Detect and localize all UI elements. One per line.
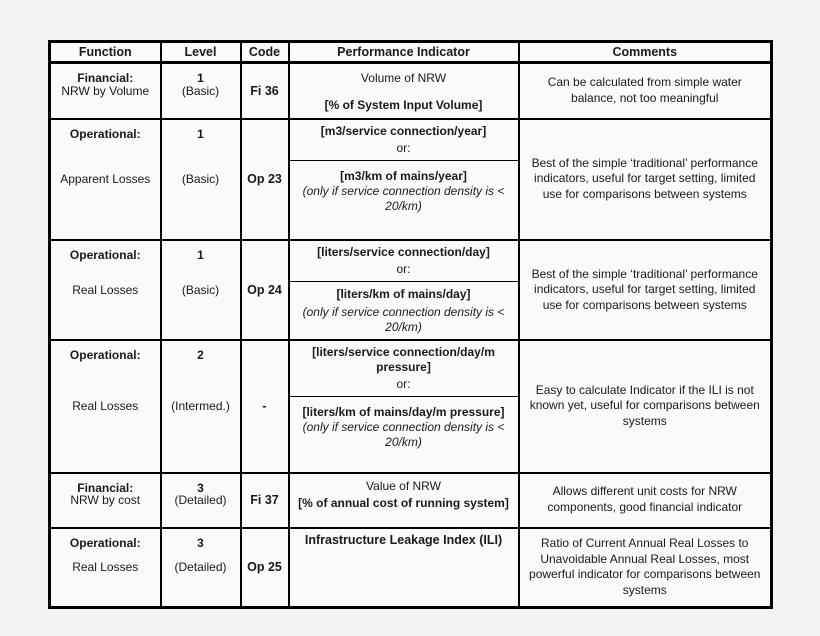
- function-subtitle: Apparent Losses: [60, 172, 151, 187]
- function-subtitle: Real Losses: [72, 399, 139, 414]
- indicator-cell-lower: [289, 397, 519, 473]
- level-number: 1: [197, 71, 204, 85]
- level-cell: [161, 473, 241, 528]
- function-subtitle: Real Losses: [72, 283, 139, 297]
- level-label: (Basic): [181, 283, 220, 297]
- function-subtitle: NRW by Volume: [61, 83, 150, 98]
- function-title: Operational:: [69, 348, 141, 362]
- indicator-or: or:: [396, 377, 411, 391]
- header-row: [50, 42, 772, 63]
- table-row: [50, 63, 772, 119]
- indicator-unit: [% of annual cost of running system]: [298, 495, 509, 510]
- indicator-cell: [289, 473, 519, 528]
- level-cell: [161, 119, 241, 241]
- function-title: Operational:: [69, 126, 141, 141]
- indicator-cell-upper: [289, 340, 519, 397]
- comments-cell: Allows different unit costs for NRW components, good financial indicator: [519, 473, 772, 528]
- function-title: Operational:: [69, 248, 141, 262]
- level-label: (Intermed.): [171, 399, 230, 414]
- indicator-unit: [liters/km of mains/day/m pressure]: [302, 405, 505, 419]
- indicator-cell: [289, 63, 519, 119]
- comments-cell: Easy to calculate Indicator if the ILI is not known yet, useful for comparisons between systems: [519, 340, 772, 473]
- table-row: [50, 119, 772, 161]
- indicator-note: (only if service connection density is < 20/km): [302, 305, 505, 334]
- comments-cell: Best of the simple ‘traditional’ performance indicators, useful for target setting, limited use for comparisons between systems: [519, 240, 772, 340]
- level-cell: [161, 240, 241, 340]
- function-title: Financial:: [77, 71, 134, 85]
- indicator-cell: [289, 528, 519, 608]
- indicator-unit: [liters/service connection/day/m pressure]: [312, 345, 495, 374]
- indicator-unit: [m3/service connection/year]: [320, 123, 487, 138]
- code-cell: Fi 36: [241, 63, 289, 119]
- indicator-name: Infrastructure Leakage Index (ILI): [304, 532, 503, 547]
- comments-cell: Can be calculated from simple water balance, not too meaningful: [519, 63, 772, 119]
- function-cell: [50, 340, 161, 473]
- table-row: [50, 340, 772, 397]
- header-performance-indicator: Performance Indicator: [289, 42, 519, 63]
- level-number: 3: [197, 480, 204, 495]
- table-row: [50, 528, 772, 608]
- indicator-or: or:: [396, 262, 411, 276]
- comments-cell: Ratio of Current Annual Real Losses to Unavoidable Annual Real Losses, most powerful indicator for comparisons between systems: [519, 528, 772, 608]
- table-row: [50, 473, 772, 528]
- function-title: Financial:: [77, 480, 134, 495]
- code-cell: Op 24: [241, 240, 289, 340]
- level-number: 1: [197, 248, 204, 262]
- level-label: (Detailed): [174, 560, 227, 575]
- function-subtitle: Real Losses: [72, 560, 139, 575]
- function-cell: [50, 63, 161, 119]
- code-cell: Op 25: [241, 528, 289, 608]
- level-number: 3: [197, 535, 204, 550]
- indicator-cell-upper: [289, 240, 519, 282]
- indicator-cell-upper: [289, 119, 519, 161]
- indicator-cell-lower: [289, 282, 519, 341]
- indicator-unit: [liters/service connection/day]: [317, 245, 490, 259]
- performance-indicator-table: [48, 40, 773, 609]
- level-label: (Basic): [181, 83, 220, 98]
- level-cell: [161, 528, 241, 608]
- indicator-unit: [liters/km of mains/day]: [336, 287, 471, 301]
- header-comments: Comments: [519, 42, 772, 63]
- function-subtitle: NRW by cost: [70, 493, 141, 507]
- function-cell: [50, 240, 161, 340]
- indicator-cell-lower: [289, 160, 519, 240]
- level-number: 2: [197, 348, 204, 362]
- indicator-name: Value of NRW: [366, 478, 441, 493]
- level-number: 1: [197, 126, 204, 141]
- indicator-note: (only if service connection density is < 20/km): [302, 183, 505, 213]
- function-cell: [50, 528, 161, 608]
- level-cell: [161, 340, 241, 473]
- header-code: Code: [241, 42, 289, 63]
- comments-cell: Best of the simple ‘traditional’ performance indicators, useful for target setting, limited use for comparisons between systems: [519, 119, 772, 241]
- indicator-note: (only if service connection density is < 20/km): [302, 420, 505, 449]
- table-row: [50, 240, 772, 282]
- function-title: Operational:: [69, 535, 141, 550]
- function-cell: [50, 473, 161, 528]
- header-level: Level: [161, 42, 241, 63]
- level-label: (Detailed): [174, 493, 227, 507]
- level-label: (Basic): [181, 172, 220, 187]
- indicator-or: or:: [396, 140, 411, 155]
- code-cell: Fi 37: [241, 473, 289, 528]
- indicator-unit: [m3/km of mains/year]: [340, 168, 467, 183]
- function-cell: [50, 119, 161, 241]
- indicator-unit: [% of System Input Volume]: [324, 98, 483, 112]
- header-function: Function: [50, 42, 161, 63]
- level-cell: [161, 63, 241, 119]
- code-cell: Op 23: [241, 119, 289, 241]
- indicator-name: Volume of NRW: [360, 71, 447, 85]
- code-cell: -: [241, 340, 289, 473]
